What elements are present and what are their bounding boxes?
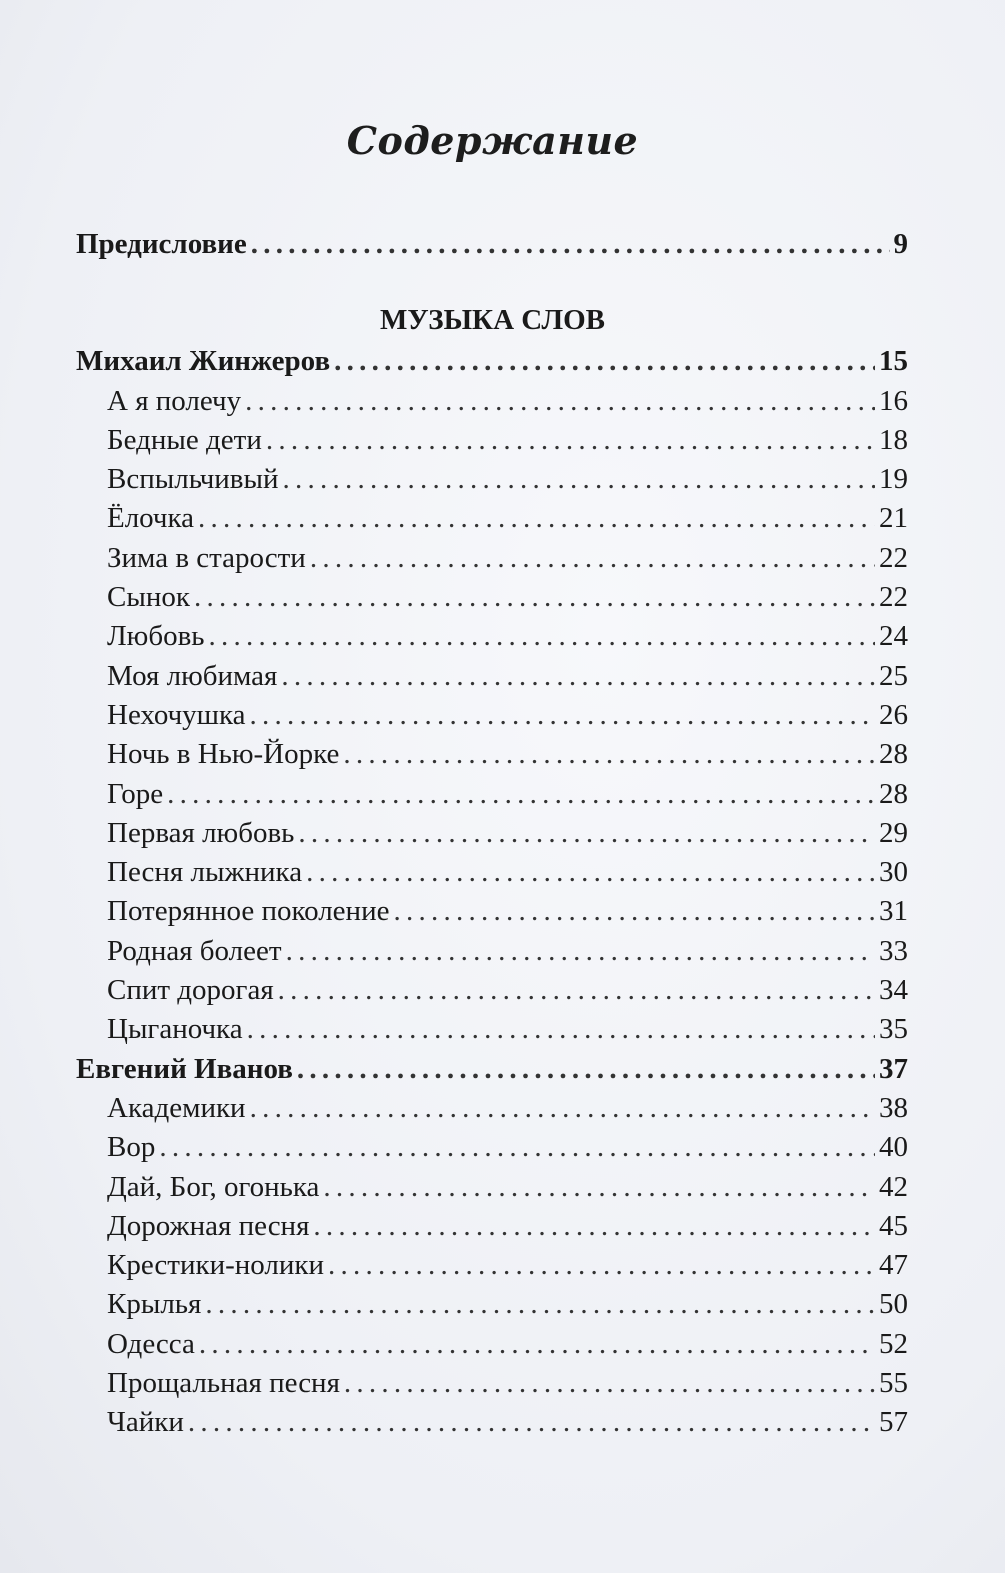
toc-entry-poem: [76, 382, 908, 421]
leader-dots: [159, 1128, 875, 1167]
leader-dots: [251, 225, 890, 264]
toc-entry-page: 22: [879, 541, 908, 574]
leader-dots: [250, 696, 875, 735]
toc-entry-label: Горе: [107, 777, 164, 810]
toc-entry-page: 42: [879, 1170, 908, 1203]
toc-body: [76, 342, 908, 1442]
toc-entry-poem: [76, 578, 908, 617]
toc-entry-page: 16: [879, 384, 908, 417]
toc-entry-label: Вспыльчивый: [107, 463, 279, 496]
leader-dots: [344, 1364, 875, 1403]
toc-entry-page: 21: [879, 502, 908, 535]
leader-dots: [310, 539, 875, 578]
toc-entry-label: Михаил Жинжеров: [76, 345, 331, 378]
toc-entry-poem: [76, 421, 908, 460]
toc-entry-poem: [76, 539, 908, 578]
toc-entry-page: 29: [879, 816, 908, 849]
toc-entry-poem: [76, 735, 908, 774]
leader-dots: [278, 971, 875, 1010]
toc-entry-page: 45: [879, 1209, 908, 1242]
toc-entry-label: Евгений Иванов: [76, 1052, 293, 1085]
leader-dots: [283, 460, 875, 499]
leader-dots: [199, 1325, 875, 1364]
toc-entry-poem: [76, 971, 908, 1010]
toc-entry-poem: [76, 932, 908, 971]
toc-entry-poem: [76, 853, 908, 892]
toc-entry-poem: [76, 460, 908, 499]
toc-entry-page: 24: [879, 620, 908, 653]
toc-entry-page: 19: [879, 463, 908, 496]
toc-entry-page: 26: [879, 698, 908, 731]
toc-entry-poem: [76, 1364, 908, 1403]
toc-entry-label: Сынок: [107, 581, 190, 614]
leader-dots: [334, 342, 875, 381]
page-title: Содержание: [346, 118, 639, 163]
toc-entry-poem: [76, 1128, 908, 1167]
leader-dots: [298, 814, 875, 853]
toc-entry-page: 30: [879, 856, 908, 889]
toc-entry-page: 35: [879, 1013, 908, 1046]
leader-dots: [393, 892, 875, 931]
toc-entry-label: Крестики-нолики: [107, 1249, 325, 1282]
toc-entry-poem: [76, 892, 908, 931]
leader-dots: [167, 775, 875, 814]
toc-entry-page: 31: [879, 895, 908, 928]
toc-entry-page: 55: [879, 1367, 908, 1400]
toc-entry-page: 47: [879, 1249, 908, 1282]
leader-dots: [188, 1403, 875, 1442]
section-spacer: [76, 264, 908, 303]
toc-entry-poem: [76, 814, 908, 853]
toc-entry-label: Моя любимая: [107, 659, 278, 692]
toc-entry-label: Прощальная песня: [107, 1367, 340, 1400]
toc-entry-page: 9: [893, 228, 908, 260]
toc-entry-page: 33: [879, 934, 908, 967]
toc-entry-page: 28: [879, 738, 908, 771]
toc-entry-page: 37: [879, 1052, 908, 1085]
toc-entry-page: 52: [879, 1327, 908, 1360]
leader-dots: [281, 657, 875, 696]
toc-entry-label: Ёлочка: [107, 502, 195, 535]
toc-entry-poem: [76, 499, 908, 538]
leader-dots: [297, 1050, 875, 1089]
toc-entry-label: Крылья: [107, 1288, 202, 1321]
section-title: МУЗЫКА СЛОВ: [379, 304, 605, 336]
leader-dots: [205, 1285, 875, 1324]
table-of-contents: [76, 225, 908, 1443]
toc-entry-author: [76, 1050, 908, 1089]
leader-dots: [245, 382, 875, 421]
toc-entry-label: Дорожная песня: [107, 1209, 310, 1242]
toc-entry-label: Вор: [107, 1131, 156, 1164]
toc-entry-label: Бедные дети: [107, 423, 262, 456]
toc-entry-poem: [76, 1325, 908, 1364]
toc-entry-page: 15: [879, 345, 908, 378]
leader-dots: [306, 853, 875, 892]
toc-entry-label: Родная болеет: [107, 934, 282, 967]
toc-entry-label: Зима в старости: [107, 541, 306, 574]
leader-dots: [343, 735, 875, 774]
toc-entry-label: Одесса: [107, 1327, 195, 1360]
toc-entry-label: Академики: [107, 1091, 246, 1124]
toc-entry-page: 25: [879, 659, 908, 692]
leader-dots: [328, 1246, 875, 1285]
toc-entry-poem: [76, 1285, 908, 1324]
toc-entry-page: 18: [879, 423, 908, 456]
leader-dots: [209, 617, 875, 656]
toc-entry-poem: [76, 1089, 908, 1128]
toc-entry-page: 50: [879, 1288, 908, 1321]
toc-entry-preface: [76, 225, 908, 264]
leader-dots: [323, 1168, 875, 1207]
toc-entry-poem: [76, 1246, 908, 1285]
toc-entry-label: Дай, Бог, огонька: [107, 1170, 320, 1203]
toc-entry-label: Цыганочка: [107, 1013, 243, 1046]
toc-entry-poem: [76, 1403, 908, 1442]
toc-entry-label: А я полечу: [107, 384, 242, 417]
toc-entry-label: Песня лыжника: [107, 856, 303, 889]
toc-entry-poem: [76, 617, 908, 656]
toc-entry-poem: [76, 657, 908, 696]
toc-entry-poem: [76, 1010, 908, 1049]
toc-entry-page: 57: [879, 1406, 908, 1439]
leader-dots: [313, 1207, 875, 1246]
toc-entry-label: Первая любовь: [107, 816, 295, 849]
toc-entry-poem: [76, 775, 908, 814]
toc-entry-page: 22: [879, 581, 908, 614]
toc-entry-label: Предисловие: [76, 228, 247, 260]
leader-dots: [198, 499, 875, 538]
toc-entry-poem: [76, 1168, 908, 1207]
toc-entry-page: 38: [879, 1091, 908, 1124]
toc-entry-label: Потерянное поколение: [107, 895, 390, 928]
leader-dots: [247, 1010, 875, 1049]
toc-entry-label: Чайки: [107, 1406, 184, 1439]
leader-dots: [250, 1089, 875, 1128]
leader-dots: [286, 932, 875, 971]
toc-entry-label: Ночь в Нью-Йорке: [107, 738, 340, 771]
toc-entry-label: Спит дорогая: [107, 974, 274, 1007]
leader-dots: [266, 421, 875, 460]
toc-entry-page: 40: [879, 1131, 908, 1164]
toc-entry-label: Любовь: [107, 620, 205, 653]
toc-entry-author: [76, 342, 908, 381]
toc-entry-label: Нехочушка: [107, 698, 246, 731]
toc-entry-poem: [76, 696, 908, 735]
toc-entry-poem: [76, 1207, 908, 1246]
toc-entry-page: 28: [879, 777, 908, 810]
toc-entry-page: 34: [879, 974, 908, 1007]
leader-dots: [194, 578, 875, 617]
